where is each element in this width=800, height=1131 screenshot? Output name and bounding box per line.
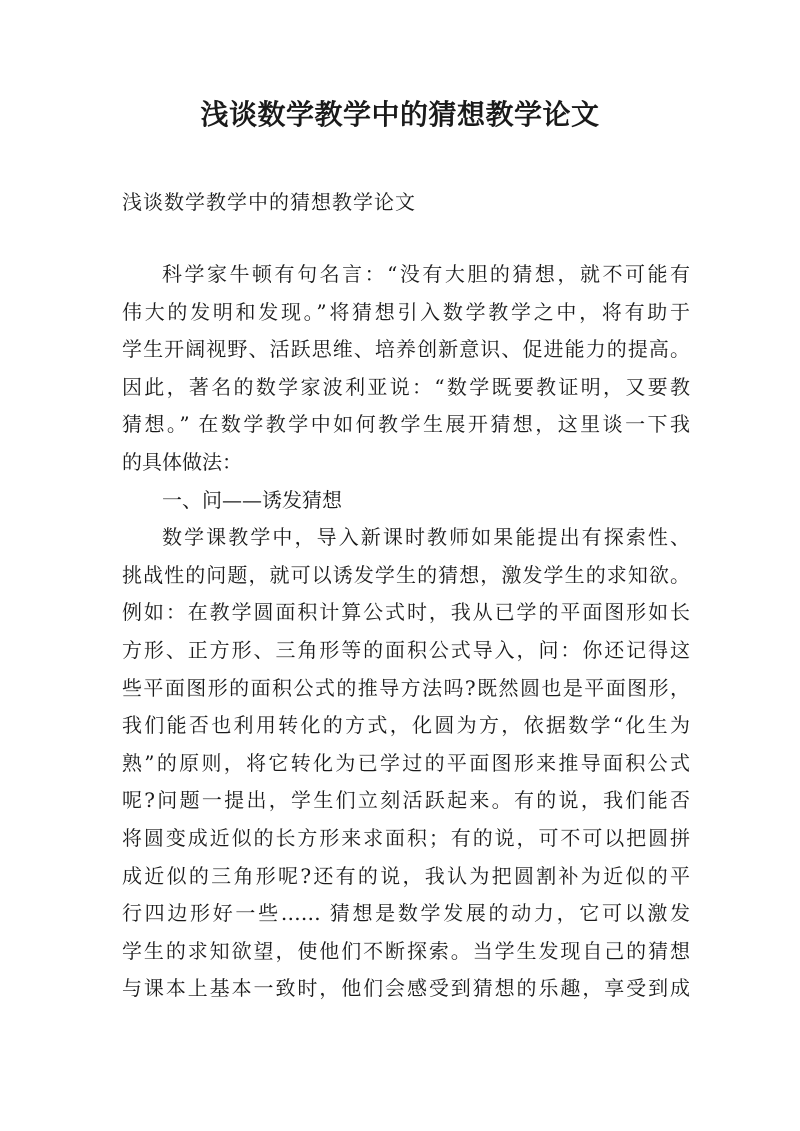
- paragraph-line: 数学课教学中，导入新课时教师如果能提出有探索性、: [162, 525, 690, 550]
- document-subtitle: 浅谈数学教学中的猜想教学论文: [122, 190, 416, 214]
- paragraph-line: 将圆变成近似的长方形来求面积；有的说，可不可以把圆拼: [122, 825, 690, 850]
- paragraph-line: 因此，著名的数学家波利亚说：“数学既要教证明，又要教: [122, 374, 690, 399]
- paragraph-line: 的具体做法：: [122, 449, 242, 474]
- paragraph-line: 学生的求知欲望，使他们不断探索。当学生发现自己的猜想: [122, 938, 690, 963]
- paragraph-line: 熟”的原则，将它转化为已学过的平面图形来推导面积公式: [122, 750, 690, 775]
- paragraph-line: 我们能否也利用转化的方式，化圆为方，依据数学“化生为: [122, 713, 690, 738]
- paragraph-line: 方形、正方形、三角形等的面积公式导入，问：你还记得这: [122, 637, 690, 662]
- paragraph-line: 成近似的三角形呢?还有的说，我认为把圆割补为近似的平: [122, 863, 690, 888]
- document-title: 浅谈数学教学中的猜想教学论文: [200, 98, 600, 131]
- document-body: [122, 256, 690, 1008]
- section-heading: 一、问——诱发猜想: [162, 487, 342, 512]
- paragraph-line: 呢?问题一提出，学生们立刻活跃起来。有的说，我们能否: [122, 788, 690, 813]
- paragraph-line: 些平面图形的面积公式的推导方法吗?既然圆也是平面图形，: [122, 675, 690, 700]
- paragraph-line: 挑战性的问题，就可以诱发学生的猜想，激发学生的求知欲。: [122, 562, 690, 587]
- paragraph-line: 学生开阔视野、活跃思维、培养创新意识、促进能力的提高。: [122, 337, 690, 362]
- paragraph-line: 伟大的发明和发现。”将猜想引入数学教学之中，将有助于: [122, 299, 690, 324]
- paragraph-line: 行四边形好一些…… 猜想是数学发展的动力，它可以激发: [122, 901, 690, 926]
- paragraph-line: 例如：在教学圆面积计算公式时，我从已学的平面图形如长: [122, 600, 690, 625]
- paragraph-line: 猜想。” 在数学教学中如何教学生展开猜想，这里谈一下我: [122, 412, 690, 437]
- paragraph-line: 科学家牛顿有句名言：“没有大胆的猜想，就不可能有: [162, 262, 690, 286]
- paragraph-line: 与课本上基本一致时，他们会感受到猜想的乐趣，享受到成: [122, 976, 690, 1001]
